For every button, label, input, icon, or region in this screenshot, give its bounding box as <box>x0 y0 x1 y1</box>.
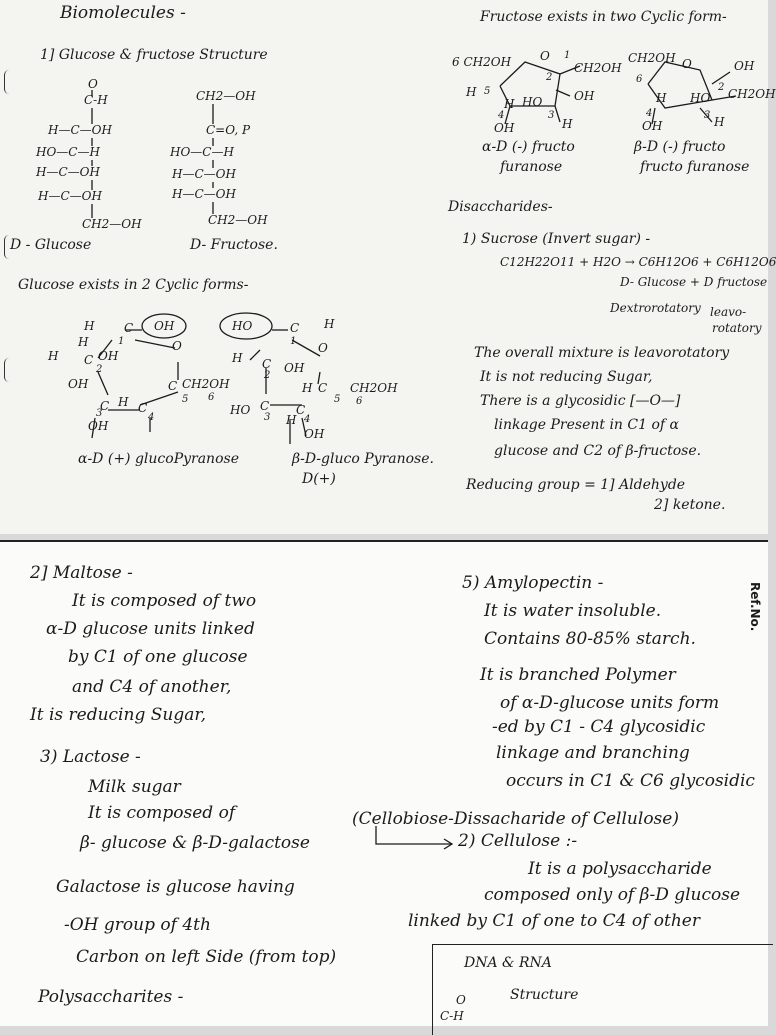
glucose-cyclic-heading: Glucose exists in 2 Cyclic forms- <box>18 277 249 293</box>
alpha-carbon-number: 1 <box>118 336 125 347</box>
glucose-atom: H—C—OH <box>48 123 112 137</box>
alpha-carbon-number: 2 <box>96 364 103 375</box>
beta-fructo-atom: H <box>656 91 667 105</box>
alpha-fructo-atom: 6 CH2OH <box>452 55 512 69</box>
galactose-line: Carbon on left Side (from top) <box>76 947 337 967</box>
galactose-line: -OH group of 4th <box>64 915 211 935</box>
beta-fructo-atom: 3 <box>704 110 711 121</box>
alpha-atom: H <box>84 319 95 333</box>
levorotatory-label: rotatory <box>712 321 762 335</box>
glucose-atom: O <box>88 77 98 91</box>
beta-fructo-atom: CH2OH <box>628 51 676 65</box>
page-heading: Biomolecules - <box>60 3 186 23</box>
lactose-point: Milk sugar <box>88 777 181 797</box>
alpha-atom: H <box>48 349 59 363</box>
beta-atom: HO <box>230 403 251 417</box>
beta-fructofuranose-label: β-D (-) fructo <box>634 139 726 155</box>
fructose-atom: H—C—OH <box>172 187 236 201</box>
cellulose-line: linked by C1 of one to C4 of other <box>408 911 700 931</box>
disaccharides-heading: Disaccharides- <box>448 199 553 215</box>
beta-atom: HO <box>232 319 253 333</box>
alpha-fructo-atom: 4 <box>498 110 505 121</box>
sucrose-point: The overall mixture is leavorotatory <box>474 345 730 361</box>
alpha-atom: H <box>78 335 89 349</box>
galactose-line: Galactose is glucose having <box>56 877 295 897</box>
alpha-atom: H <box>118 395 129 409</box>
lactose-composition: β- glucose & β-D-galactose <box>80 833 310 853</box>
fructose-atom: H—C—OH <box>172 167 236 181</box>
alpha-atom: C <box>100 399 110 413</box>
amylopectin-line: of α-D-glucose units form <box>500 693 720 713</box>
alpha-fructo-atom: OH <box>494 121 515 135</box>
amylopectin-point: Contains 80-85% starch. <box>484 629 696 649</box>
beta-fructo-atom: CH2OH <box>728 87 776 101</box>
glucose-label: D - Glucose <box>10 237 92 253</box>
cellulose-line: It is a polysaccharide <box>528 859 712 879</box>
beta-atom: O <box>318 341 328 355</box>
cellobiose-arrow <box>0 542 10 552</box>
beta-fructo-atom: O <box>682 57 692 71</box>
alpha-fructo-atom: 1 <box>564 50 571 61</box>
amylopectin-line: linkage and branching <box>496 743 690 763</box>
glucose-atom: HO—C—H <box>36 145 100 159</box>
beta-fructofuranose-bonds <box>0 0 10 10</box>
beta-carbon-number: 1 <box>290 336 297 347</box>
beta-atom: C <box>318 381 328 395</box>
alpha-atom: CH2OH <box>182 377 230 391</box>
beta-atom: C <box>296 403 306 417</box>
beta-atom: C <box>262 357 272 371</box>
hydrolysis-equation: C12H22O11 + H2O → C6H12O6 + C6H12O6 <box>500 255 776 269</box>
dna-rna-subtitle: Structure <box>510 987 579 1003</box>
glucose-fructose-heading: 1] Glucose & fructose Structure <box>40 47 268 63</box>
alpha-fructo-atom: 3 <box>548 110 555 121</box>
beta-carbon-number: 6 <box>356 396 363 407</box>
dna-rna-title: DNA & RNA <box>464 955 552 971</box>
beta-fructo-atom: OH <box>642 119 663 133</box>
amylopectin-line: -ed by C1 - C4 glycosidic <box>492 717 706 737</box>
beta-atom: H <box>324 317 335 331</box>
maltose-line: It is composed of two <box>72 591 257 611</box>
beta-carbon-number: 2 <box>264 370 271 381</box>
dna-box-atom: O <box>456 993 466 1007</box>
alpha-fructo-atom: 5 <box>484 86 491 97</box>
beta-fructo-atom: 6 <box>636 74 643 85</box>
sucrose-heading: 1) Sucrose (Invert sugar) - <box>462 231 651 247</box>
glucose-atom: H—C—OH <box>38 189 102 203</box>
beta-fructo-atom: 4 <box>646 108 653 119</box>
fructose-atom: CH2—OH <box>196 89 256 103</box>
beta-atom: OH <box>284 361 305 375</box>
beta-carbon-number: 4 <box>304 414 311 425</box>
alpha-atom: OH <box>154 319 175 333</box>
alpha-fructo-atom: O <box>540 49 550 63</box>
amylopectin-point: It is water insoluble. <box>484 601 662 621</box>
amylopectin-line: occurs in C1 & C6 glycosidic <box>506 771 755 791</box>
beta-carbon-number: 3 <box>264 412 271 423</box>
maltose-point: It is reducing Sugar, <box>30 705 207 725</box>
alpha-carbon-number: 3 <box>96 408 103 419</box>
binder-hole-mark <box>4 235 9 259</box>
alpha-atom: C <box>168 379 178 393</box>
beta-atom: C <box>290 321 300 335</box>
alpha-fructo-atom: 2 <box>546 72 553 83</box>
sucrose-point: linkage Present in C1 of α <box>494 417 679 433</box>
ref-no-label: Ref.No. <box>748 582 762 632</box>
amylopectin-point: It is branched Polymer <box>480 665 676 685</box>
alpha-atom: OH <box>68 377 89 391</box>
maltose-heading: 2] Maltose - <box>30 563 133 583</box>
fructose-atom: CH2—OH <box>208 213 268 227</box>
glucose-atom: CH2—OH <box>82 217 142 231</box>
beta-fructofuranose-label: fructo furanose <box>640 159 750 175</box>
fructose-label: D- Fructose. <box>190 237 278 253</box>
beta-carbon-number: 5 <box>334 394 341 405</box>
alpha-atom: C <box>138 401 148 415</box>
beta-atom: C <box>260 399 270 413</box>
hydrolysis-products: D- Glucose + D fructose <box>620 275 768 289</box>
sucrose-point: glucose and C2 of β-fructose. <box>494 443 702 459</box>
bottom-notebook-page <box>0 540 768 1026</box>
beta-glucopyranose-sublabel: D(+) <box>302 471 336 487</box>
reducing-group-line: Reducing group = 1] Aldehyde <box>466 477 686 493</box>
beta-fructo-atom: 2 <box>718 82 725 93</box>
fructose-cyclic-heading: Fructose exists in two Cyclic form- <box>480 9 727 25</box>
binder-hole-mark <box>4 358 9 382</box>
alpha-fructo-atom: H <box>466 85 477 99</box>
reducing-group-line: 2] ketone. <box>654 497 726 513</box>
beta-fructo-atom: HO <box>690 91 711 105</box>
alpha-fructofuranose-label: furanose <box>500 159 563 175</box>
alpha-fructo-atom: H <box>504 97 515 111</box>
alpha-carbon-number: 6 <box>208 392 215 403</box>
alpha-glucopyranose-label: α-D (+) glucoPyranose <box>78 451 239 467</box>
alpha-atom: OH <box>88 419 109 433</box>
alpha-atom: OH <box>98 349 119 363</box>
alpha-carbon-number: 5 <box>182 394 189 405</box>
beta-atom: CH2OH <box>350 381 398 395</box>
levorotatory-label: leavo- <box>710 305 747 319</box>
maltose-line: and C4 of another, <box>72 677 232 697</box>
sucrose-point: There is a glycosidic [—O—] <box>480 393 681 409</box>
lactose-point: It is composed of <box>88 803 236 823</box>
dna-box-atom: C-H <box>440 1009 464 1023</box>
alpha-atom: C <box>84 353 94 367</box>
alpha-fructo-atom: HO <box>522 95 543 109</box>
sucrose-point: It is not reducing Sugar, <box>480 369 653 385</box>
amylopectin-heading: 5) Amylopectin - <box>462 573 604 593</box>
beta-fructo-atom: H <box>714 115 725 129</box>
alpha-fructo-atom: H <box>562 117 573 131</box>
alpha-carbon-number: 4 <box>148 412 155 423</box>
maltose-line: α-D glucose units linked <box>46 619 255 639</box>
fructose-atom: C=O, P <box>206 123 251 137</box>
cellobiose-note: (Cellobiose-Dissacharide of Cellulose) <box>352 809 679 829</box>
maltose-line: by C1 of one glucose <box>68 647 248 667</box>
alpha-fructofuranose-label: α-D (-) fructo <box>482 139 575 155</box>
alpha-fructo-atom: CH2OH <box>574 61 622 75</box>
lactose-heading: 3) Lactose - <box>40 747 141 767</box>
glucose-atom: H—C—OH <box>36 165 100 179</box>
alpha-fructo-atom: OH <box>574 89 595 103</box>
dextrorotatory-label: Dextrorotatory <box>610 301 701 315</box>
beta-fructo-atom: OH <box>734 59 755 73</box>
alpha-atom: C <box>124 321 134 335</box>
beta-atom: H <box>286 413 297 427</box>
cellulose-line: composed only of β-D glucose <box>484 885 741 905</box>
beta-atom: OH <box>304 427 325 441</box>
beta-glucopyranose-label: β-D-gluco Pyranose. <box>292 451 434 467</box>
polysaccharides-heading: Polysaccharites - <box>38 987 184 1007</box>
beta-atom: H <box>302 381 313 395</box>
binder-hole-mark <box>4 70 9 94</box>
fructose-atom: HO—C—H <box>170 145 234 159</box>
cellulose-heading: 2) Cellulose :- <box>458 831 578 851</box>
glucose-atom: C-H <box>84 93 108 107</box>
alpha-atom: O <box>172 339 182 353</box>
beta-atom: H <box>232 351 243 365</box>
